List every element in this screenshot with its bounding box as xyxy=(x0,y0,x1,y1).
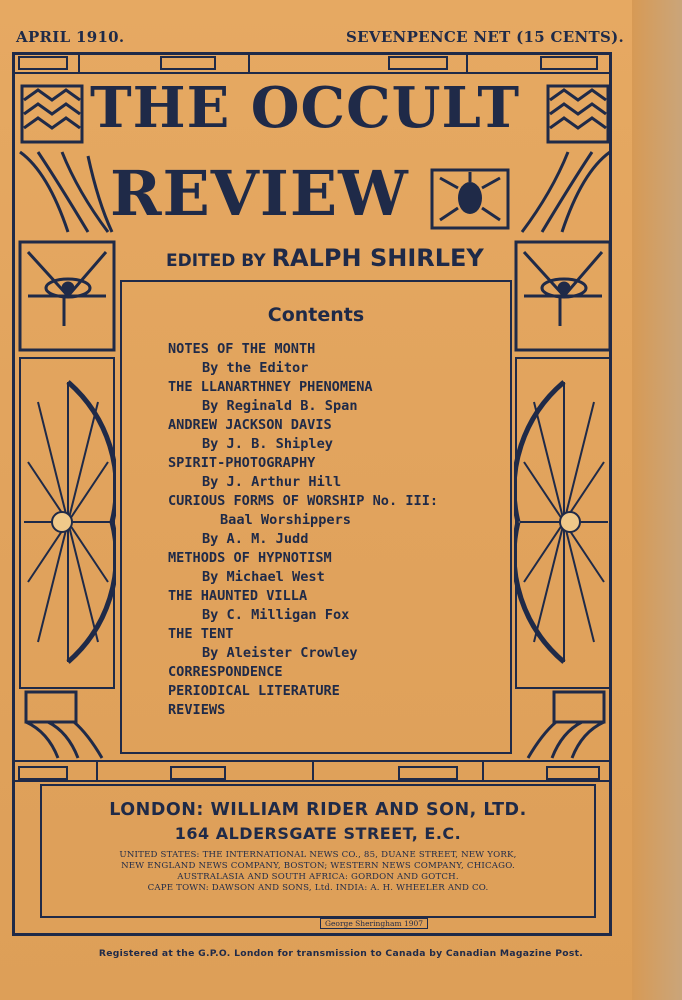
toc-author: By the Editor xyxy=(202,360,309,376)
agent-line: NEW ENGLAND NEWS COMPANY, BOSTON; WESTERN NEWS COMPANY, CHICAGO. xyxy=(121,861,515,871)
toc-title: THE HAUNTED VILLA xyxy=(168,588,308,604)
agent-line: AUSTRALASIA AND SOUTH AFRICA: GORDON AND GOTCH. xyxy=(177,872,459,882)
title-line-2: REVIEW xyxy=(110,157,409,230)
scarab-icon xyxy=(430,168,510,230)
agents-list xyxy=(60,850,576,894)
toc-author: By Reginald B. Span xyxy=(202,398,358,414)
editor-credit xyxy=(166,244,486,272)
toc-title: CURIOUS FORMS OF WORSHIP No. III: xyxy=(168,493,439,509)
title-line-1: THE OCCULT xyxy=(90,75,520,141)
toc-title: REVIEWS xyxy=(168,702,226,718)
toc-title: PERIODICAL LITERATURE xyxy=(168,683,340,699)
contents-heading: Contents xyxy=(267,304,365,326)
toc-author: By Michael West xyxy=(202,569,325,585)
issue-date: APRIL 1910. xyxy=(16,28,125,46)
toc-author: By Aleister Crowley xyxy=(202,645,358,661)
agent-line: CAPE TOWN: DAWSON AND SONS, Ltd. INDIA: A. H. WHEELER AND CO. xyxy=(147,883,489,893)
publisher-name: LONDON: WILLIAM RIDER AND SON, LTD. xyxy=(109,800,527,820)
toc-author: By A. M. Judd xyxy=(202,531,309,547)
toc-title: ANDREW JACKSON DAVIS xyxy=(168,417,332,433)
table-of-contents xyxy=(168,340,498,720)
editor-name: RALPH SHIRLEY xyxy=(271,244,484,272)
edited-by-label: EDITED BY xyxy=(166,251,266,271)
right-ornament-art xyxy=(514,82,612,762)
toc-author: By C. Milligan Fox xyxy=(202,607,350,623)
toc-author: By J. B. Shipley xyxy=(202,436,333,452)
left-ornament-panel xyxy=(18,82,116,762)
publisher-address: 164 ALDERSGATE STREET, E.C. xyxy=(174,824,462,843)
toc-author: By J. Arthur Hill xyxy=(202,474,342,490)
toc-title: THE LLANARTHNEY PHENOMENA xyxy=(168,379,373,395)
left-sunburst xyxy=(20,358,116,688)
toc-subtitle: Baal Worshippers xyxy=(220,512,351,528)
right-sunburst xyxy=(514,358,610,688)
toc-title: THE TENT xyxy=(168,626,234,642)
agent-line: UNITED STATES: THE INTERNATIONAL NEWS CO., 85, DUANE STREET, NEW YORK, xyxy=(119,850,517,860)
toc-title: CORRESPONDENCE xyxy=(168,664,283,680)
right-ornament-panel xyxy=(514,82,612,762)
cover-edge xyxy=(632,0,682,1000)
top-ornament-band xyxy=(12,52,612,74)
bottom-ornament-band xyxy=(12,760,612,782)
toc-title: METHODS OF HYPNOTISM xyxy=(168,550,332,566)
artist-signature: George Sheringham 1907 xyxy=(320,918,428,929)
toc-title: NOTES OF THE MONTH xyxy=(168,341,316,357)
left-ornament-art xyxy=(18,82,116,762)
toc-title: SPIRIT-PHOTOGRAPHY xyxy=(168,455,316,471)
postal-registration: Registered at the G.P.O. London for transmission to Canada by Canadian Magazine Post. xyxy=(98,948,584,959)
issue-price: SEVENPENCE NET (15 CENTS). xyxy=(346,28,624,46)
